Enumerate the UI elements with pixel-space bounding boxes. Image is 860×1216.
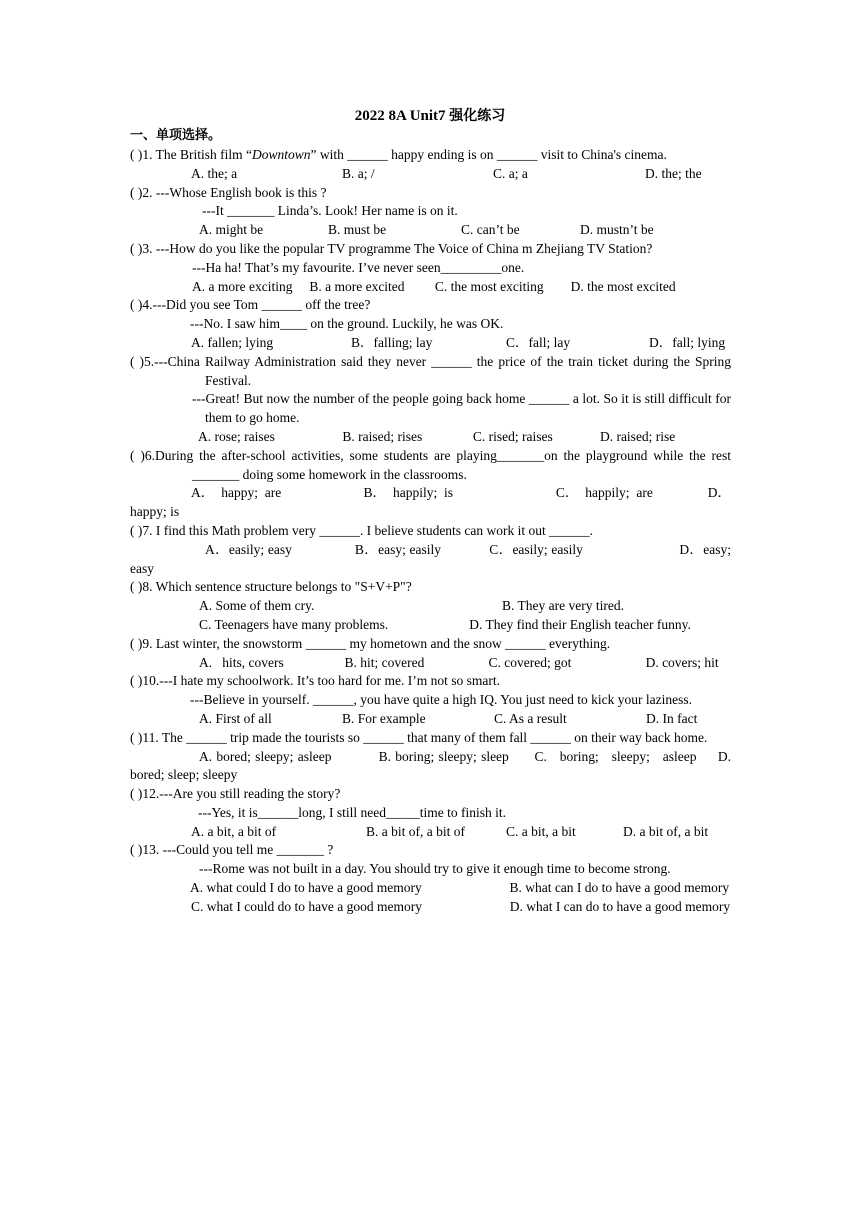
q2-option-a: A. might be bbox=[199, 222, 264, 238]
question-7-options: A．easily; easy B．easy; easily C．easily; easily D．easy; easy bbox=[130, 541, 735, 576]
question-2-line2: ---It _______ Linda’s. Look! Her name is on it. bbox=[202, 203, 458, 219]
q12-option-b: B. a bit of, a bit of bbox=[366, 823, 465, 839]
question-6 bbox=[130, 447, 731, 522]
q12-option-d: D. a bit of, a bit bbox=[623, 823, 709, 839]
question-9 bbox=[130, 635, 731, 673]
question-1-stem bbox=[130, 146, 731, 165]
title-cn: 强化练习 bbox=[449, 108, 506, 124]
question-5-line2: ---Great! But now the number of the people going back home ______ a lot. So it is still difficult for them to go home. bbox=[192, 391, 731, 426]
q1-option-d: D. the; the bbox=[645, 165, 702, 181]
question-13-stem: ( )13. ---Could you tell me _______ ? bbox=[130, 842, 334, 858]
question-2 bbox=[130, 184, 731, 240]
question-12-options bbox=[130, 823, 731, 842]
q2-option-b: B. must be bbox=[328, 222, 387, 238]
q12-option-c: C. a bit, a bit bbox=[506, 823, 576, 839]
q4-option-a: A. fallen; lying bbox=[191, 334, 274, 350]
question-1-options bbox=[130, 165, 731, 184]
question-5-stem: ( )5.---China Railway Administration said they never ______ the price of the train ticket during the Spring Festival. bbox=[130, 353, 731, 388]
question-8-options-ab bbox=[130, 597, 731, 616]
q10-option-b: B. For example bbox=[342, 710, 426, 726]
question-10-stem: ( )10.---I hate my schoolwork. It’s too hard for me. I’m not so smart. bbox=[130, 673, 501, 689]
question-12-line2: ---Yes, it is______long, I still need_____time to finish it. bbox=[198, 804, 506, 820]
question-11-stem: ( )11. The ______ trip made the tourists so ______ that many of them fall ______ on their way back home. bbox=[130, 729, 708, 745]
question-5 bbox=[130, 353, 731, 447]
question-list bbox=[130, 146, 735, 917]
question-5-options: A. rose; raises B. raised; rises C. rised; raises D. raised; rise bbox=[198, 428, 676, 444]
question-3-options: A. a more exciting B. a more excited C. the most exciting D. the most excited bbox=[192, 278, 676, 294]
question-12-stem: ( )12.---Are you still reading the story? bbox=[130, 786, 341, 802]
question-10-options bbox=[130, 710, 731, 729]
question-11 bbox=[130, 729, 735, 785]
question-1 bbox=[130, 146, 731, 184]
q4-option-c: C．fall; lay bbox=[506, 334, 571, 350]
q8-option-a: A. Some of them cry. bbox=[199, 598, 315, 614]
question-2-stem: ( )2. ---Whose English book is this ? bbox=[130, 184, 327, 200]
question-13-options-ab: A. what could I do to have a good memory B. what can I do to have a good memory bbox=[190, 880, 730, 896]
question-8-stem: ( )8. Which sentence structure belongs to "S+V+P"? bbox=[130, 579, 412, 595]
question-7-stem: ( )7. I find this Math problem very ______. I believe students can work it out ______. bbox=[130, 522, 594, 538]
question-4-line2: ---No. I saw him____ on the ground. Luckily, he was OK. bbox=[190, 316, 504, 332]
question-3 bbox=[130, 240, 731, 296]
question-6-options: A． happy; are B． happily; is C． happily; are D．happy; is bbox=[130, 485, 731, 520]
section-heading: 一、单项选择。 bbox=[130, 128, 222, 143]
q1-option-b: B. a; / bbox=[342, 165, 375, 181]
question-4-stem: ( )4.---Did you see Tom ______ off the tree? bbox=[130, 297, 371, 313]
question-13 bbox=[130, 841, 731, 916]
question-7 bbox=[130, 522, 735, 578]
q1-option-a: A. the; a bbox=[191, 165, 238, 181]
question-3-stem: ( )3. ---How do you like the popular TV programme The Voice of China m Zhejiang TV Station? bbox=[130, 240, 653, 256]
question-3-line2: ---Ha ha! That’s my favourite. I’ve never seen_________one. bbox=[192, 259, 525, 275]
question-13-line2: ---Rome was not built in a day. You should try to give it enough time to become strong. bbox=[199, 861, 671, 877]
q1-text-a: ( )1. The British film “ bbox=[130, 147, 252, 162]
question-9-stem: ( )9. Last winter, the snowstorm ______ my hometown and the snow ______ everything. bbox=[130, 635, 611, 651]
q4-option-b: B．falling; lay bbox=[351, 334, 433, 350]
question-8-options-cd: C. Teenagers have many problems. D. They find their English teacher funny. bbox=[199, 616, 691, 632]
question-4 bbox=[130, 296, 731, 352]
question-2-options bbox=[130, 221, 731, 240]
page-title bbox=[0, 106, 860, 126]
q4-option-d: D．fall; lying bbox=[649, 334, 726, 350]
question-13-options-cd: C. what I could do to have a good memory D. what I can do to have a good memory bbox=[191, 898, 731, 914]
question-12 bbox=[130, 785, 731, 841]
question-4-options bbox=[130, 334, 731, 353]
q10-option-c: C. As a result bbox=[494, 710, 567, 726]
question-10-line2: ---Believe in yourself. ______, you have quite a high IQ. You just need to kick your laziness. bbox=[190, 692, 693, 708]
question-11-options: A. bored; sleepy; asleep B. boring; sleepy; sleep C. boring; sleepy; asleep D. bored; sleep; sleepy bbox=[130, 748, 735, 783]
question-6-stem: ( )6.During the after-school activities, some students are playing_______on the playground while the rest _______ doing some homework in the classrooms. bbox=[130, 447, 731, 482]
q12-option-a: A. a bit, a bit of bbox=[191, 823, 277, 839]
q2-option-d: D. mustn’t be bbox=[580, 222, 654, 238]
q1-text-b: ” with ______ happy ending is on ______ visit to China's cinema. bbox=[310, 147, 667, 162]
q8-option-b: B. They are very tired. bbox=[502, 598, 624, 614]
title-prefix: 2022 8A Unit7 bbox=[354, 108, 450, 124]
q10-option-a: A. First of all bbox=[199, 710, 272, 726]
question-10 bbox=[130, 672, 731, 728]
question-8 bbox=[130, 578, 731, 634]
q10-option-d: D. In fact bbox=[646, 710, 698, 726]
q1-option-c: C. a; a bbox=[493, 165, 528, 181]
question-9-options: A. hits, covers B. hit; covered C. covered; got D. covers; hit bbox=[199, 654, 719, 670]
q1-film-title: Downtown bbox=[251, 147, 311, 162]
q2-option-c: C. can’t be bbox=[461, 222, 520, 238]
